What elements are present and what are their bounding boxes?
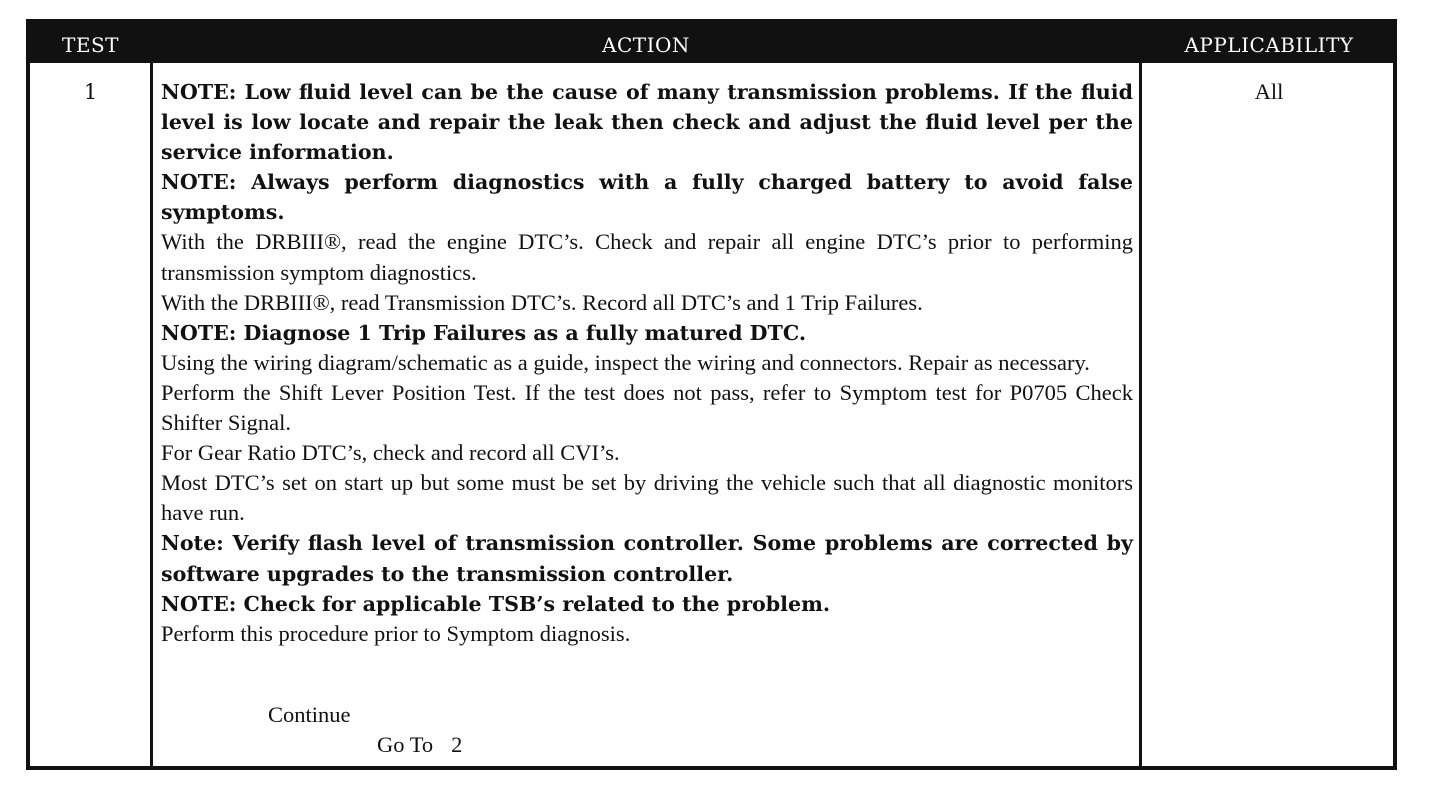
- test-number: 1: [83, 80, 98, 104]
- goto-target: 2: [451, 732, 463, 757]
- action-line-8: Most DTC’s set on start up but some must be set by driving the vehicle such that all diagnostic monitors have run.: [161, 470, 1133, 526]
- action-line-9: Note: Verify flash level of transmission controller. Some problems are corrected by software upgrades to the transmission controller.: [161, 531, 1133, 586]
- goto-instruction: [377, 730, 462, 760]
- action-line-11: Perform this procedure prior to Symptom diagnosis.: [161, 620, 631, 646]
- header-test: TEST: [62, 33, 119, 57]
- action-line-7: For Gear Ratio DTC’s, check and record all CVI’s.: [161, 440, 620, 466]
- column-divider: [150, 63, 153, 766]
- header-action: ACTION: [602, 33, 690, 57]
- action-line-4: NOTE: Diagnose 1 Trip Failures as a fully matured DTC.: [161, 320, 807, 345]
- action-line-0: NOTE: Low fluid level can be the cause of many transmission problems. If the fluid level is low locate and repair the leak then check and adjust the fluid level per the service information.: [161, 80, 1133, 165]
- column-divider: [1139, 63, 1142, 766]
- action-line-6: Perform the Shift Lever Position Test. If the test does not pass, refer to Symptom test for P0705 Check Shifter Signal.: [161, 379, 1133, 436]
- result-continue-label: Continue: [268, 702, 351, 727]
- table-header-row: [30, 23, 1393, 63]
- header-applicability: APPLICABILITY: [1184, 33, 1354, 57]
- action-line-1: NOTE: Always perform diagnostics with a fully charged battery to avoid false symptoms.: [161, 170, 1133, 225]
- action-line-10: NOTE: Check for applicable TSB’s related to the problem.: [161, 591, 831, 616]
- action-text: [161, 77, 1133, 649]
- goto-label: Go To: [377, 732, 434, 757]
- action-line-2: With the DRBIII®, read the engine DTC’s. Check and repair all engine DTC’s prior to performing transmission symptom diagnostics.: [161, 229, 1133, 285]
- action-line-3: With the DRBIII®, read Transmission DTC’s. Record all DTC’s and 1 Trip Failures.: [161, 289, 923, 315]
- applicability-value: All: [1254, 79, 1284, 104]
- action-line-5: Using the wiring diagram/schematic as a guide, inspect the wiring and connectors. Repair as necessary.: [161, 349, 1090, 375]
- diagnostic-table: [26, 19, 1397, 770]
